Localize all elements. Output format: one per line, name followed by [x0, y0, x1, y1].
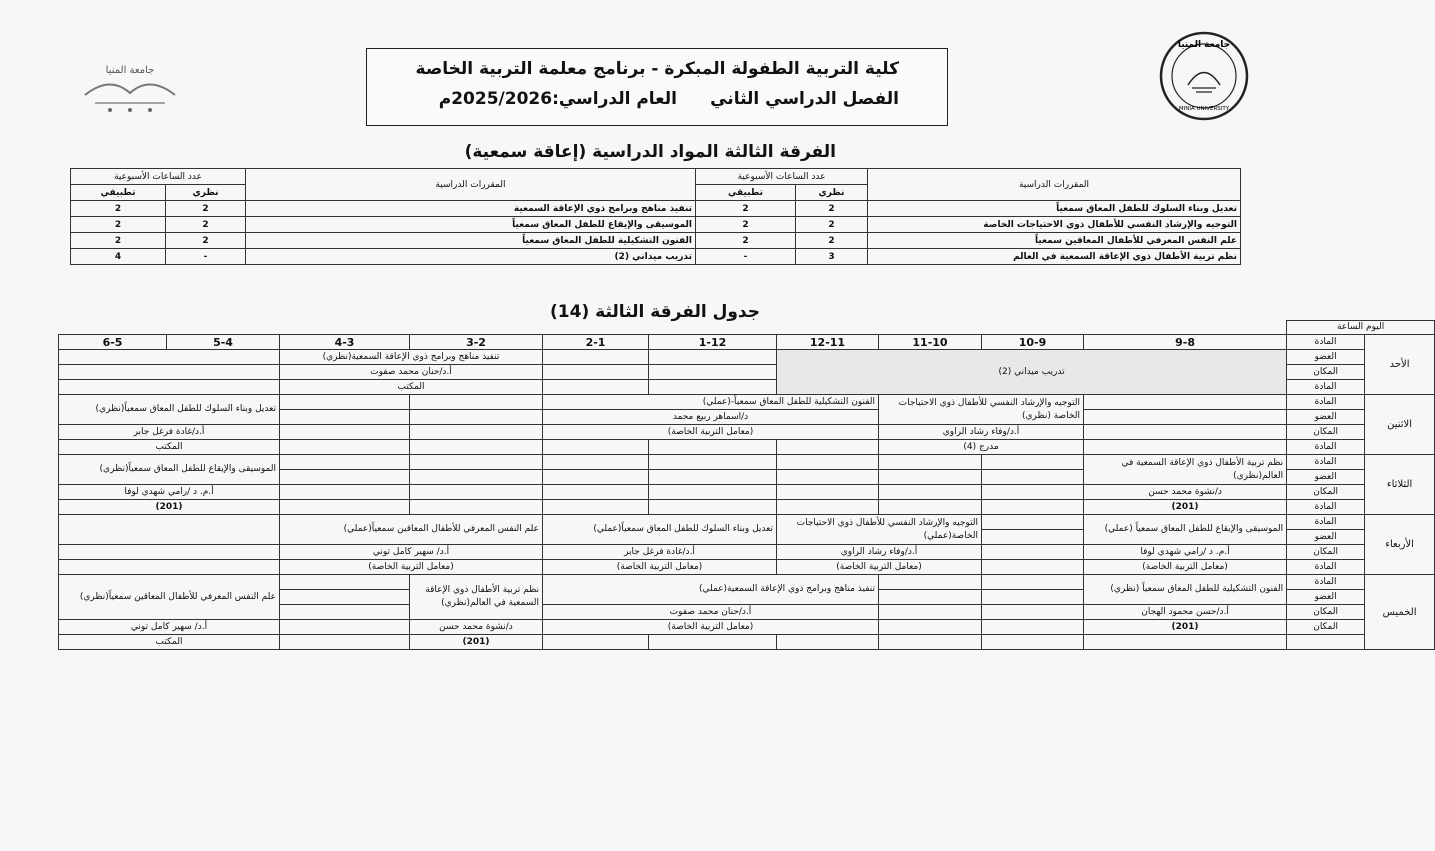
- courses-table: [70, 168, 1241, 265]
- thu-place-4: المكتب: [59, 635, 280, 650]
- mon-place-1: مدرج (4): [879, 440, 1084, 455]
- thu-member-2: أ.د/حنان محمد صفوت: [543, 605, 879, 620]
- hdr-practical-right: تطبيقي: [696, 185, 796, 201]
- thu-member-1: أ.د/حسن محمود الهجان: [1084, 605, 1287, 620]
- hdr-courses-left: المقررات الدراسية: [246, 169, 696, 201]
- faculty-logo: [70, 55, 190, 125]
- thu-place-1: (201): [1084, 620, 1287, 635]
- schedule-title: جدول الفرقة الثالثة (14): [550, 302, 760, 322]
- thu-member-3: د/نشوة محمد حسن: [410, 620, 543, 635]
- college-program-title: كلية التربية الطفولة المبكرة - برنامج معلمة التربية الخاصة: [415, 59, 899, 79]
- course-row: 2 2 تنفيذ مناهج وبرامج ذوي الإعاقة السمعية 2 2 تعديل وبناء السلوك للطفل المعاق سمعياً: [71, 201, 1241, 217]
- hdr-courses-right: المقررات الدراسية: [868, 169, 1241, 201]
- corner-day: اليوم: [1366, 322, 1385, 332]
- day-monday: الاثنين: [1365, 395, 1435, 455]
- thu-place-2: (معامل التربية الخاصة): [543, 620, 879, 635]
- mon-member-2: د/اسماهر ربيع محمد: [543, 410, 879, 425]
- sun-subject: تنفيذ مناهج وبرامج ذوي الإعاقة السمعية(نظري): [280, 350, 543, 365]
- wed-place-2: (معامل التربية الخاصة): [777, 560, 982, 575]
- mon-place-2: (معامل التربية الخاصة): [543, 425, 879, 440]
- course-row: 2 2 الموسيقى والإيقاع للطفل المعاق سمعياً 2 2 التوجيه والإرشاد النفسي للأطفال ذوي الاحتياجات الخاصة: [71, 217, 1241, 233]
- wed-place-3: (معامل التربية الخاصة): [543, 560, 777, 575]
- left-logo-text: جامعة المنيا: [105, 65, 155, 76]
- day-thursday: الخميس: [1365, 575, 1435, 650]
- wed-place-4: (معامل التربية الخاصة): [280, 560, 543, 575]
- courses-title: الفرقة الثالثة المواد الدراسية (إعاقة سمعية): [464, 142, 836, 162]
- tue-member-2: أ.م. د /رامي شهدي لوفا: [59, 485, 280, 500]
- tue-subject-1: نظم تربية الأطفال ذوي الإعاقة السمعية في العالم(نظري): [1084, 455, 1287, 485]
- tue-member-1: د/نشوة محمد حسن: [1084, 485, 1287, 500]
- sun-place: المكتب: [280, 380, 543, 395]
- hdr-theory-left: نظري: [166, 185, 246, 201]
- mon-subject-2: الفنون التشكيلية للطفل المعاق سمعياً-(عملي): [543, 395, 879, 410]
- hdr-theory-right: نظري: [796, 185, 868, 201]
- seal-arabic: جامعة المنيا: [1177, 40, 1231, 50]
- wed-place-1: (معامل التربية الخاصة): [1084, 560, 1287, 575]
- course-row: 4 - تدريب ميداني (2) - 3 نظم تربية الأطفال ذوي الإعاقة السمعية في العالم: [71, 249, 1241, 265]
- thu-member-4: أ.د/ سهير كامل توني: [59, 620, 280, 635]
- thu-subject-3: نظم تربية الأطفال ذوي الإعاقة السمعية في العالم(نظري): [410, 575, 543, 620]
- day-tuesday: الثلاثاء: [1365, 455, 1435, 515]
- hdr-hours-right: عدد الساعات الأسبوعية: [696, 169, 868, 185]
- header-box: [366, 48, 948, 126]
- schedule-table: اليوم الساعة 6-5 5-4 4-3 3-2 2-1 1-12 12-11 11-10 10-9 9-8 المادة الأحد تنفيذ مناهج وبرامج ذوي الإعاقة السمعية(نظري) تدريب ميداني (2) العضو أ.د/حنان محمد صفوت المكان المكتب المادة تعديل وبناء السلوك للطفل المعاق سمعياً(نظري) الفنون التشكيلية للطفل المعاق سمعياً-(عملي) التوجيه والإرشاد النفسي للأطفال ذوي الاحتياجات الخاصة (نظري) المادة الاثنين د/اسماهر ربيع محمد العضو أ.د/غادة فرغل جابر (معامل التربية الخاصة) أ.د/وفاء رشاد الراوي المكان المكتب مدرج (4) المادة الموسيقى والإيقاع للطفل المعاق سمعياً(نظري) نظم تربية الأطفال ذوي الإعاقة السمعية في العالم(نظري) المادة الثلاثاء العضو أ.م. د /رامي شهدي لوفا د/نشوة محمد حسن المكان (201) (201) المادة علم النفس المعرفي للأطفال المعاقين سمعياً(عملي) تعديل وبناء السلوك للطفل المعاق سمعياً(عملي) التوجيه والإرشاد النفسي للأطفال ذوي الاحتياجات الخاصة(عملي) الموسيقى والإيقاع للطفل المعاق سمعياً (عملي) المادة الأربعاء العضو أ.د/ سهير كامل توني أ.د/غادة فرغل جابر أ.د/وفاء رشاد الراوي أ.م. د /رامي شهدي لوفا المكان (معامل التربية الخاصة) (معامل التربية الخاصة) (معامل التربية الخاصة) (معامل التربية الخاصة) المادة علم النفس المعرفي للأطفال المعاقين سمعياً(نظري) نظم تربية الأطفال ذوي الإعاقة السمعية في العالم(نظري) تنفيذ مناهج وبرامج ذوي الإعاقة السمعية(عملي) الفنون التشكيلية للطفل المعاق سمعياً (نظري) المادة الخميس العضو أ.د/حنان محمد صفوت أ.د/حسن محمود الهجان المكان أ.د/ سهير كامل توني د/نشوة محمد حسن (معامل التربية الخاصة) (201) المكان المكتب (201): [58, 320, 1435, 650]
- thu-place-3: (201): [410, 635, 543, 650]
- academic-year: العام الدراسي:2025/2026م: [438, 89, 677, 109]
- mon-subject-3: تعديل وبناء السلوك للطفل المعاق سمعياً(نظري): [59, 395, 280, 425]
- wed-subject-1: الموسيقى والإيقاع للطفل المعاق سمعياً (عملي): [1084, 515, 1287, 545]
- wed-subject-4: علم النفس المعرفي للأطفال المعاقين سمعياً(عملي): [280, 515, 543, 545]
- university-seal: [1158, 30, 1250, 122]
- mon-member-1: أ.د/وفاء رشاد الراوي: [879, 425, 1084, 440]
- mon-place-3: المكتب: [59, 440, 280, 455]
- seal-english: MINIA UNIVERSITY: [1178, 106, 1230, 112]
- wed-member-4: أ.د/ سهير كامل توني: [280, 545, 543, 560]
- tue-subject-2: الموسيقى والإيقاع للطفل المعاق سمعياً(نظري): [59, 455, 280, 485]
- mon-subject-1: التوجيه والإرشاد النفسي للأطفال ذوي الاحتياجات الخاصة (نظري): [879, 395, 1084, 425]
- sun-member: أ.د/حنان محمد صفوت: [280, 365, 543, 380]
- wed-subject-3: تعديل وبناء السلوك للطفل المعاق سمعياً(عملي): [543, 515, 777, 545]
- thu-subject-2: تنفيذ مناهج وبرامج ذوي الإعاقة السمعية(عملي): [543, 575, 879, 605]
- corner-hour: الساعة: [1336, 322, 1364, 332]
- thu-subject-4: علم النفس المعرفي للأطفال المعاقين سمعياً(نظري): [59, 575, 280, 620]
- wed-member-3: أ.د/غادة فرغل جابر: [543, 545, 777, 560]
- hdr-hours-left: عدد الساعات الأسبوعية: [71, 169, 246, 185]
- tue-place-1: (201): [1084, 500, 1287, 515]
- wed-member-1: أ.م. د /رامي شهدي لوفا: [1084, 545, 1287, 560]
- thu-subject-1: الفنون التشكيلية للطفل المعاق سمعياً (نظري): [1084, 575, 1287, 605]
- hdr-practical-left: تطبيقي: [71, 185, 166, 201]
- sun-field-training: تدريب ميداني (2): [777, 350, 1287, 395]
- wed-member-2: أ.د/وفاء رشاد الراوي: [777, 545, 982, 560]
- mon-member-3: أ.د/غادة فرغل جابر: [59, 425, 280, 440]
- tue-place-2: (201): [59, 500, 280, 515]
- semester-label: الفصل الدراسي الثاني: [710, 89, 899, 109]
- course-row: 2 2 الفنون التشكيلية للطفل المعاق سمعياً 2 2 علم النفس المعرفي للأطفال المعاقين سمعياً: [71, 233, 1241, 249]
- wed-subject-2: التوجيه والإرشاد النفسي للأطفال ذوي الاحتياجات الخاصة(عملي): [777, 515, 982, 545]
- day-wednesday: الأربعاء: [1365, 515, 1435, 575]
- day-sunday: الأحد: [1365, 335, 1435, 395]
- times-row: 6-5 5-4 4-3 3-2 2-1 1-12 12-11 11-10 10-9 9-8 المادة الأحد: [59, 335, 1435, 350]
